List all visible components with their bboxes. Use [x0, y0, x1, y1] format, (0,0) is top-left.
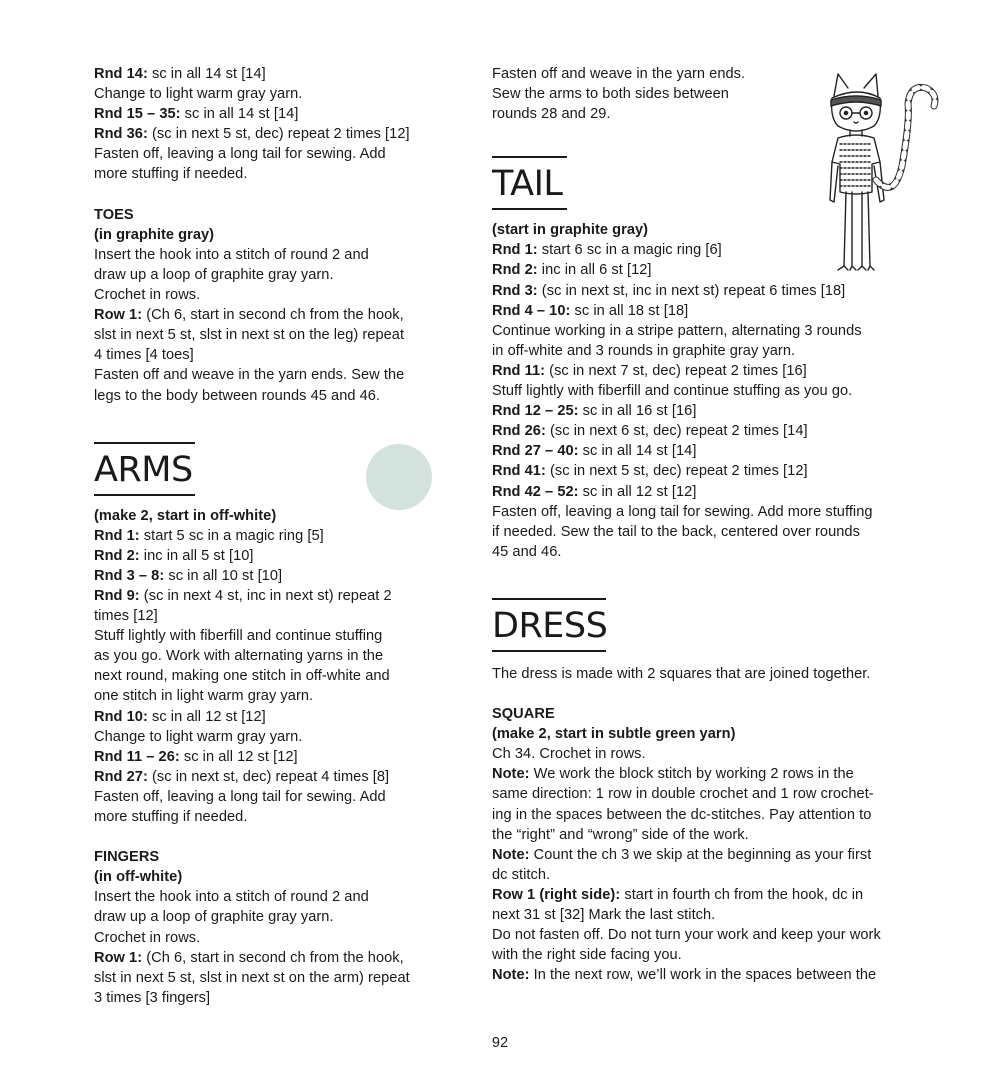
bold-label: Note:	[492, 846, 530, 863]
heading-rule-bottom	[492, 650, 606, 652]
text-line: rounds 28 and 29.	[492, 106, 611, 123]
bold-label: Rnd 27:	[94, 768, 148, 785]
text-line: Rnd 4 – 10: sc in all 18 st [18]	[492, 302, 689, 319]
text-line: Ch 34. Crochet in rows.	[492, 746, 646, 763]
heading-rule-top	[492, 598, 606, 600]
bold-label: FINGERS	[94, 849, 160, 866]
text-line: slst in next 5 st, slst in next st on the leg) repeat	[94, 327, 405, 344]
text-line: Rnd 2: inc in all 5 st [10]	[94, 547, 254, 564]
text-line: Rnd 2: inc in all 6 st [12]	[492, 262, 652, 279]
text-line: Rnd 9: (sc in next 4 st, inc in next st) repeat 2	[94, 587, 392, 604]
bold-label: Rnd 3:	[492, 282, 538, 299]
bold-label: Rnd 27 – 40:	[492, 443, 579, 460]
text-line	[492, 724, 952, 744]
text-line: as you go. Work with alternating yarns in the	[94, 648, 384, 665]
bold-label: Row 1:	[94, 307, 143, 324]
bold-label: Row 1 (right side):	[492, 886, 621, 903]
text-line: Fasten off and weave in the yarn ends. Sew the	[94, 367, 405, 384]
text-line: Rnd 11 – 26: sc in all 12 st [12]	[94, 748, 298, 765]
bold-label: Rnd 10:	[94, 708, 148, 725]
bold-label: Rnd 14:	[94, 66, 148, 82]
toes-section	[94, 205, 466, 406]
text-line: Stuff lightly with fiberfill and continue stuffing	[94, 628, 383, 645]
bold-label: Rnd 11 – 26:	[94, 748, 180, 765]
bold-label: Rnd 36:	[94, 126, 148, 143]
text-line: times [12]	[94, 608, 158, 625]
text-line: Insert the hook into a stitch of round 2 and	[94, 246, 369, 263]
text-line: Note: Count the ch 3 we skip at the beginning as your first	[492, 846, 872, 863]
text-line: Do not fasten off. Do not turn your work and keep your work	[492, 927, 881, 944]
text-line: Fasten off, leaving a long tail for sewing. Add	[94, 146, 386, 163]
text-line: draw up a loop of graphite gray yarn.	[94, 266, 334, 283]
bold-label: Rnd 11:	[492, 362, 546, 379]
heading-rule-top	[492, 156, 567, 158]
text-line: Stuff lightly with fiberfill and continue stuffing as you go.	[492, 383, 853, 400]
page-number: 92	[491, 1035, 509, 1051]
text-line: Rnd 3 – 8: sc in all 10 st [10]	[94, 567, 283, 584]
text-line: Rnd 10: sc in all 12 st [12]	[94, 708, 266, 725]
text-line: one stitch in light warm gray yarn.	[94, 688, 314, 705]
arms-instructions	[94, 506, 466, 828]
left-column	[94, 64, 466, 1008]
bold-label: Rnd 2:	[492, 262, 538, 279]
bold-label: Rnd 9:	[94, 587, 140, 604]
text-line: Rnd 36: (sc in next 5 st, dec) repeat 2 times [12]	[94, 126, 410, 143]
heading-rule-top	[94, 442, 195, 444]
text-line: with the right side facing you.	[492, 947, 682, 964]
dress-heading: DRESS	[492, 605, 608, 646]
text-line: Rnd 1: start 6 sc in a magic ring [6]	[492, 242, 722, 259]
heading-rule-bottom	[492, 208, 567, 210]
bold-label: Note:	[492, 766, 530, 783]
text-line: Note: In the next row, we’ll work in the spaces between the	[492, 967, 877, 984]
bold-label: TOES	[94, 206, 134, 223]
text-line: Rnd 27 – 40: sc in all 14 st [14]	[492, 443, 697, 460]
text-line: 45 and 46.	[492, 543, 562, 560]
text-line: Rnd 11: (sc in next 7 st, dec) repeat 2 times [16]	[492, 362, 807, 379]
lemur-doll-illustration	[818, 70, 940, 276]
text-line: Row 1 (right side): start in fourth ch from the hook, dc in	[492, 886, 864, 903]
text-line: next round, making one stitch in off-white and	[94, 668, 390, 685]
text-line: slst in next 5 st, slst in next st on the arm) repeat	[94, 969, 410, 986]
text-line: dc stitch.	[492, 866, 551, 883]
text-line: same direction: 1 row in double crochet and 1 row crochet-	[492, 786, 874, 803]
bold-label: Rnd 1:	[492, 242, 538, 259]
text-line: Fasten off, leaving a long tail for sewing. Add	[94, 788, 386, 805]
text-line: 4 times [4 toes]	[94, 347, 194, 364]
text-line: Crochet in rows.	[94, 929, 201, 946]
bold-label: Row 1:	[94, 949, 143, 966]
square-instructions	[492, 704, 952, 985]
text-line: more stuffing if needed.	[94, 809, 248, 825]
bold-label: Rnd 1:	[94, 527, 140, 544]
text-line: legs to the body between rounds 45 and 46.	[94, 387, 381, 404]
bold-label: Rnd 41:	[492, 463, 546, 480]
text-line: the “right” and “wrong” side of the work.	[492, 826, 749, 843]
text-line: if needed. Sew the tail to the back, centered over rounds	[492, 523, 860, 540]
bold-label: Rnd 15 – 35:	[94, 106, 181, 123]
text-line	[94, 225, 466, 245]
text-line: Rnd 12 – 25: sc in all 16 st [16]	[492, 403, 697, 420]
arms-heading: ARMS	[94, 449, 193, 490]
text-line: next 31 st [32] Mark the last stitch.	[492, 907, 716, 923]
text-line	[94, 867, 466, 887]
text-line: The dress is made with 2 squares that are joined together.	[492, 665, 871, 682]
text-line: more stuffing if needed.	[94, 166, 248, 183]
text-line: draw up a loop of graphite gray yarn.	[94, 909, 334, 926]
bold-label: Note:	[492, 967, 530, 984]
text-line: in off-white and 3 rounds in graphite gray yarn.	[492, 342, 796, 359]
text-line	[94, 506, 466, 526]
text-line: Rnd 3: (sc in next st, inc in next st) repeat 6 times [18]	[492, 282, 846, 299]
text-line	[94, 847, 466, 867]
text-line	[94, 205, 466, 225]
text-line: Rnd 41: (sc in next 5 st, dec) repeat 2 times [12]	[492, 463, 808, 480]
bold-label: Rnd 42 – 52:	[492, 483, 579, 500]
text-line: Row 1: (Ch 6, start in second ch from the hook,	[94, 307, 404, 324]
bold-label: SQUARE	[492, 706, 555, 723]
text-line: Change to light warm gray yarn.	[94, 728, 303, 745]
bold-label: Rnd 4 – 10:	[492, 302, 571, 319]
bold-label: (in off-white)	[94, 869, 183, 886]
fingers-section	[94, 847, 466, 1008]
bold-label: (in graphite gray)	[94, 226, 215, 243]
bold-label: (make 2, start in subtle green yarn)	[492, 726, 736, 743]
text-line: Rnd 27: (sc in next st, dec) repeat 4 times [8]	[94, 768, 390, 785]
bold-label: Rnd 26:	[492, 423, 546, 440]
text-line: Rnd 15 – 35: sc in all 14 st [14]	[94, 106, 299, 123]
bold-label: Rnd 2:	[94, 547, 140, 564]
text-line: Rnd 26: (sc in next 6 st, dec) repeat 2 times [14]	[492, 423, 808, 440]
bold-label: (make 2, start in off-white)	[94, 507, 277, 524]
text-line: Sew the arms to both sides between	[492, 86, 729, 103]
text-line	[492, 704, 952, 724]
text-line: Rnd 14: sc in all 14 st [14]	[94, 66, 266, 82]
text-line: Rnd 1: start 5 sc in a magic ring [5]	[94, 527, 324, 544]
heading-rule-bottom	[94, 494, 195, 496]
text-line: Fasten off and weave in the yarn ends.	[492, 66, 746, 82]
tail-heading: TAIL	[492, 164, 563, 205]
text-line: ing in the spaces between the dc-stitches. Pay attention to	[492, 806, 872, 823]
bold-label: Rnd 12 – 25:	[492, 403, 579, 420]
text-line: Fasten off, leaving a long tail for sewing. Add more stuffing	[492, 503, 873, 520]
text-line: Insert the hook into a stitch of round 2 and	[94, 889, 369, 906]
text-line: Continue working in a stripe pattern, alternating 3 rounds	[492, 322, 862, 339]
text-line: Crochet in rows.	[94, 287, 201, 304]
text-line: Rnd 42 – 52: sc in all 12 st [12]	[492, 483, 697, 500]
text-line: Row 1: (Ch 6, start in second ch from the hook,	[94, 949, 404, 966]
bold-label: Rnd 3 – 8:	[94, 567, 165, 584]
legs-instructions-end	[94, 64, 466, 185]
decorative-circle	[366, 444, 432, 510]
text-line: Note: We work the block stitch by working 2 rows in the	[492, 766, 854, 783]
dress-heading-block	[492, 598, 952, 652]
bold-label: (start in graphite gray)	[492, 222, 649, 239]
text-line: Change to light warm gray yarn.	[94, 86, 303, 103]
text-line: 3 times [3 fingers]	[94, 989, 211, 1006]
dress-intro	[492, 664, 952, 684]
